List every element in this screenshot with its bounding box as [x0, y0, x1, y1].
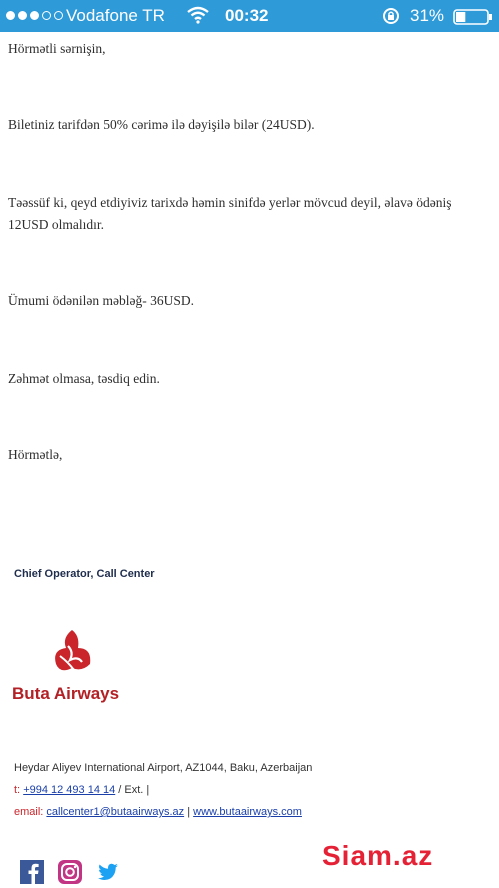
- email-paragraph: Təəssüf ki, qeyd etdiyiviz tarixdə həmin sinifdə yerlər mövcud deyil, əlavə ödəniş 12USD olmalıdır.: [8, 195, 452, 232]
- email-label: email:: [14, 806, 44, 818]
- clock: 00:32: [225, 6, 269, 25]
- email-closing: Hörmətlə,: [8, 447, 63, 462]
- battery-percentage: 31%: [410, 6, 445, 25]
- social-links: [20, 860, 120, 884]
- signature-phone-line: [14, 784, 149, 796]
- email-link[interactable]: callcenter1@butaairways.az: [46, 806, 185, 818]
- facebook-icon[interactable]: [20, 860, 44, 884]
- battery-icon: [453, 9, 493, 25]
- instagram-icon[interactable]: [58, 860, 82, 884]
- wifi-icon: [187, 6, 209, 24]
- email-paragraph: Biletiniz tarifdən 50% cərimə ilə dəyişilə bilər (24USD).: [8, 117, 315, 132]
- signal-strength-icon: [6, 11, 63, 20]
- logo-text: Buta Airways: [12, 684, 120, 703]
- signature-email-line: [14, 806, 302, 818]
- phone-ext: / Ext. |: [115, 784, 150, 796]
- phone-link[interactable]: +994 12 493 14 14: [23, 784, 116, 796]
- email-paragraph: Zəhmət olmasa, təsdiq edin.: [8, 371, 160, 386]
- signature-address: Heydar Aliyev International Airport, AZ1044, Baku, Azerbaijan: [14, 762, 313, 774]
- twitter-icon[interactable]: [96, 860, 120, 884]
- status-bar: [0, 0, 499, 32]
- watermark: Siam.az: [322, 840, 434, 871]
- website-link[interactable]: www.butaairways.com: [193, 806, 302, 818]
- rotation-lock-icon: [382, 7, 400, 25]
- link-separator: |: [184, 806, 194, 818]
- signature-title: Chief Operator, Call Center: [14, 568, 155, 580]
- carrier-name: Vodafone TR: [66, 6, 165, 25]
- email-greeting: Hörmətli sərnişin,: [8, 41, 106, 56]
- phone-label: t:: [14, 784, 21, 796]
- email-paragraph: Ümumi ödənilən məbləğ- 36USD.: [8, 293, 194, 308]
